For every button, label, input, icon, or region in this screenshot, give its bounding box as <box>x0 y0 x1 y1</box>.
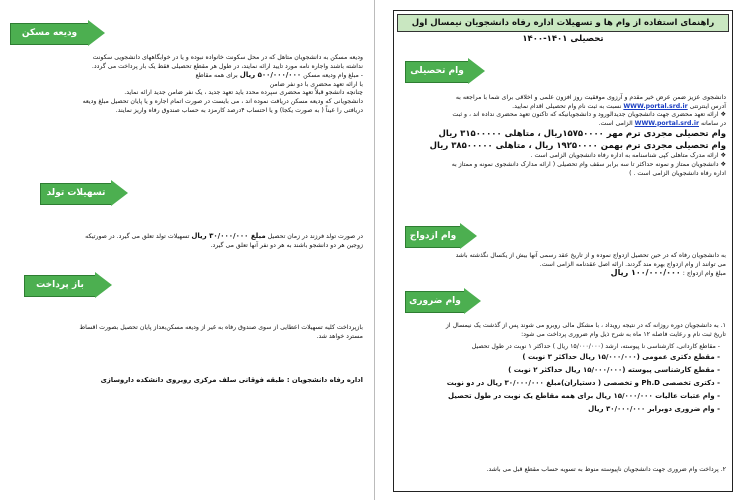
birth-heading <box>40 180 128 206</box>
list-item: - مقطع کارشناسی پیوسته (۱۵/۰۰۰/۰۰۰ ریال حداکثر ۲ نوبت ) <box>508 366 720 375</box>
study-loan-note: اداره رفاه دانشجویان الزامی است . ) <box>629 169 726 177</box>
list-item: - مقاطع کاردانی، کارشناسی نا پیوسته، ارشد (۱۵/۰۰۰/۰۰۰ ریال ) حداکثر ۱ نوبت در طول تحصیل <box>471 343 720 350</box>
study-loan-title: وام تحصیلی <box>410 66 464 76</box>
study-loan-amount-winter: وام تحصیلی مجردی ترم بهمن ۱۹۲۵۰۰۰۰ ریال ، متاهلی ۳۸۵۰۰۰۰۰ ریال <box>429 141 726 152</box>
deposit-line: دریافتی را عیناً ( به صورت یکجا) و یا احتساب ۴درصد کارمزد به حساب صندوق رفاه واریز نمایند. <box>115 106 363 114</box>
list-item: - مقطع دکتری عمومی (۱۵/۰۰۰/۰۰۰ ریال حداکثر ۳ نوبت ) <box>522 353 720 362</box>
office-address: اداره رفاه دانشجویان : طبقه فوقانی سلف مرکزی روبروی دانشکده داروسازی <box>100 376 363 384</box>
study-loan-line: دانشجوی عزیز ضمن عرض خیر مقدم و آرزوی موفقیت روز افزون علمی و اخلاقی برای شما با مراجعه به <box>455 94 726 101</box>
marriage-text <box>396 252 726 279</box>
emergency-title: وام ضروری <box>409 296 461 306</box>
study-loan-url-line: در سامانه WWW.portal.srd.ir الزامی است. <box>598 119 726 127</box>
marriage-line: می توانند از وام ازدواج بهره مند گردند. ارائه اصل عقدنامه الزامی است. <box>539 260 726 268</box>
emergency-line: تاریخ ثبت نام و رعایت فاصله ۱۲ ماه به شرح ذیل وام ضروری پرداخت می شود: <box>521 330 726 338</box>
repay-line: مسترد خواهد شد. <box>316 332 363 340</box>
guide-title: راهنمای استفاده از وام ها و تسهیلات اداره رفاه دانشجویان نیمسال اول تحصیلی ۱۴۰۱-۱۴۰۰ <box>397 14 729 32</box>
deposit-line: دانشجویانی که ودیعه مسکن دریافت نموده اند ، می بایست در صورت اتمام اجاره و یا پایان تحصیل مبلغ ودیعه <box>82 97 363 105</box>
list-item: - وام عتبات عالیات ۱۵/۰۰۰/۰۰۰ ریال برای همه مقاطع یک نوبت در طول تحصیل <box>447 392 720 401</box>
deposit-line: چنانچه دانشجو قبلاً تعهد محضری سپرده محدد باید تعهد جدید ، یک نفر ضامن جدید ارائه نماید. <box>124 89 363 97</box>
emergency-list <box>400 342 720 416</box>
deposit-line: با ارائه تعهد محضری با دو نفر ضامن <box>269 80 363 88</box>
repay-title: باز پرداخت <box>36 280 84 290</box>
deposit-line: ودیعه مسکن به دانشجویان متاهل که در محل سکونت خانواده نبوده و یا در خوابگاههای دانشجویی سکونت <box>92 54 363 61</box>
study-loan-heading <box>405 58 485 84</box>
emergency-line: ۱. به دانشجویان دوره روزانه که در نتیجه رویداد ، با مشکل مالی روبرو می شوند پس از گذشت یک نیمسال از <box>445 322 726 329</box>
study-loan-amount-autumn: وام تحصیلی مجردی ترم مهر ۱۵۷۵۰۰۰۰ریال ، متاهلی ۳۱۵۰۰۰۰۰ ریال <box>438 129 726 140</box>
deposit-amount: ۵۰۰/۰۰۰/۰۰۰ ریال <box>239 71 302 80</box>
repay-heading <box>24 272 112 298</box>
emergency-intro <box>396 322 726 339</box>
list-item: - دکتری تخصصی Ph.D و تخصصی ( دستیاران)مبلغ ۳۰/۰۰۰/۰۰۰ ریال در دو نوبت <box>446 379 720 388</box>
study-loan-text <box>396 94 726 178</box>
study-loan-note: ❖ دانشجویان ممتاز و نمونه حداکثر تا سه برابر سقف وام تحصیلی ( ارائه مدارک دانشجوی نمونه و ممتاز به <box>451 160 726 168</box>
portal-link[interactable]: WWW.portal.srd.ir <box>623 102 688 110</box>
birth-title: تسهیلات تولد <box>46 188 106 198</box>
deposit-title: ودیعه مسکن <box>21 28 78 38</box>
marriage-heading <box>405 223 477 249</box>
repay-text <box>13 324 363 341</box>
birth-amount: مبلغ ۳۰/۰۰۰/۰۰۰ ریال <box>191 232 266 240</box>
birth-line: زوجین هر دو دانشجو باشند به هر دو نفر آنها تعلق می گیرد. <box>210 241 363 249</box>
marriage-title: وام ازدواج <box>409 231 457 241</box>
birth-amount-line: در صورت تولد فرزند در زمان تحصیل مبلغ ۳۰/۰۰۰/۰۰۰ ریال تسهیلات تولد تعلق می گیرد. در صورتیکه <box>85 232 363 240</box>
deposit-text <box>13 54 363 115</box>
study-loan-line: ❖ ارائه تعهد محضری جهت دانشجویان جدیدالورود و دانشجویانیکه که تاکنون تعهد محضری نداده اند ، و ثبت <box>452 111 726 119</box>
right-page <box>375 0 750 500</box>
list-item: - وام ضروری دوبرابر ۳۰/۰۰۰/۰۰۰ ریال <box>588 405 720 414</box>
emergency-heading <box>405 288 481 314</box>
marriage-amount-line: مبلغ وام ازدواج : ۱۰۰/۰۰۰/۰۰۰ ریال <box>610 268 726 278</box>
study-loan-note: ❖ ارائه مدرک متاهلی کپی شناسنامه به اداره رفاه دانشجویان الزامی است . <box>530 152 726 160</box>
deposit-heading <box>10 20 105 46</box>
emergency-footnote: ۲. پرداخت وام ضروری جهت دانشجویان ناپیوسته منوط به تسویه حساب مقطع قبل می باشد. <box>486 466 726 473</box>
deposit-line: نداشته باشند واجاره نامه مورد تایید ارائه نمایند، در طول هر مقطع تحصیلی فقط یک بار پرداخت می گردد. <box>91 62 363 70</box>
marriage-line: به دانشجویان رفاه که در حین تحصیل ازدواج نموده و از تاریخ عقد رسمی آنها بیش از یکسال نگذشته باشد <box>455 252 726 259</box>
repay-line: بازپرداخت کلیه تسهیلات اعطایی از سوی صندوق رفاه به غیر از ودیعه مسکن‌بعداز پایان تحصیل بصورت اقساط <box>79 324 363 331</box>
portal-link[interactable]: WWW.portal.srd.ir <box>634 119 699 127</box>
study-loan-url-line: آدرس اینترنتی WWW.portal.srd.ir نسبت به ثبت نام وام تحصیلی اقدام نمایید. <box>512 102 726 110</box>
deposit-amount-line: - مبلغ وام ودیعه مسکن ۵۰۰/۰۰۰/۰۰۰ ریال برای همه مقاطع <box>195 71 363 80</box>
marriage-amount: ۱۰۰/۰۰۰/۰۰۰ ریال <box>610 268 681 278</box>
birth-text <box>13 232 363 250</box>
